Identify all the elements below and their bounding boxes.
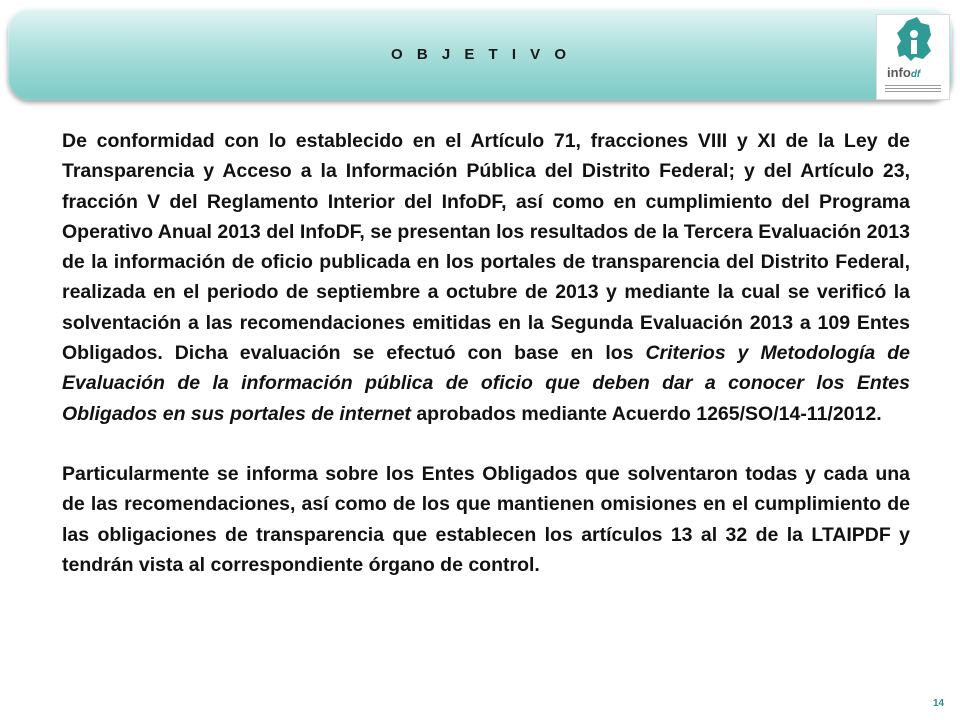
logo-text: info bbox=[887, 65, 911, 80]
paragraph-1-tail: aprobados mediante Acuerdo 1265/SO/14-11/2012. bbox=[410, 402, 882, 425]
paragraph-2: Particularmente se informa sobre los Entes Obligados que solventaron todas y cada una de las recomendaciones, así como de los que mantienen omisiones en el cumplimiento de las obligaciones de transparencia que establecen los artículos 13 al 32 de la LTAIPDF y tendrán vista al correspondiente órgano de control. bbox=[62, 462, 910, 576]
infodf-logo bbox=[876, 14, 950, 100]
header-banner bbox=[8, 8, 952, 100]
objective-text bbox=[62, 126, 910, 580]
paragraph-1 bbox=[62, 126, 910, 429]
paragraph-1-lead: De conformidad con lo establecido en el Artículo 71, fracciones VIII y XI de la Ley de Transparencia y Acceso a la Información Pública del Distrito Federal; y del Artículo 23, fracción V del Reglamento Interior del InfoDF, así como en cumplimiento del Programa Operativo Anual 2013 del InfoDF, se presentan los resultados de la Tercera Evaluación 2013 de la información de oficio publicada en los portales de transparencia del Distrito Federal, realizada en el periodo de septiembre a octubre de 2013 y mediante la cual se verificó la solventación a las recomendaciones emitidas en la Segunda Evaluación 2013 a 109 Entes Obligados. Dicha evaluación se efectuó con base en los bbox=[62, 130, 910, 365]
paragraph-1-italic: Criterios y Metodología de Evaluación de la información pública de oficio que deben dar a conocer los Entes Obligados en sus portales de internet bbox=[62, 342, 910, 425]
page-title: O B J E T I V O bbox=[391, 46, 572, 63]
page-number: 14 bbox=[933, 698, 945, 709]
infodf-logo-icon bbox=[877, 15, 949, 65]
logo-tagline bbox=[885, 83, 941, 94]
logo-suffix: df bbox=[910, 69, 921, 80]
logo-wordmark bbox=[887, 65, 920, 80]
